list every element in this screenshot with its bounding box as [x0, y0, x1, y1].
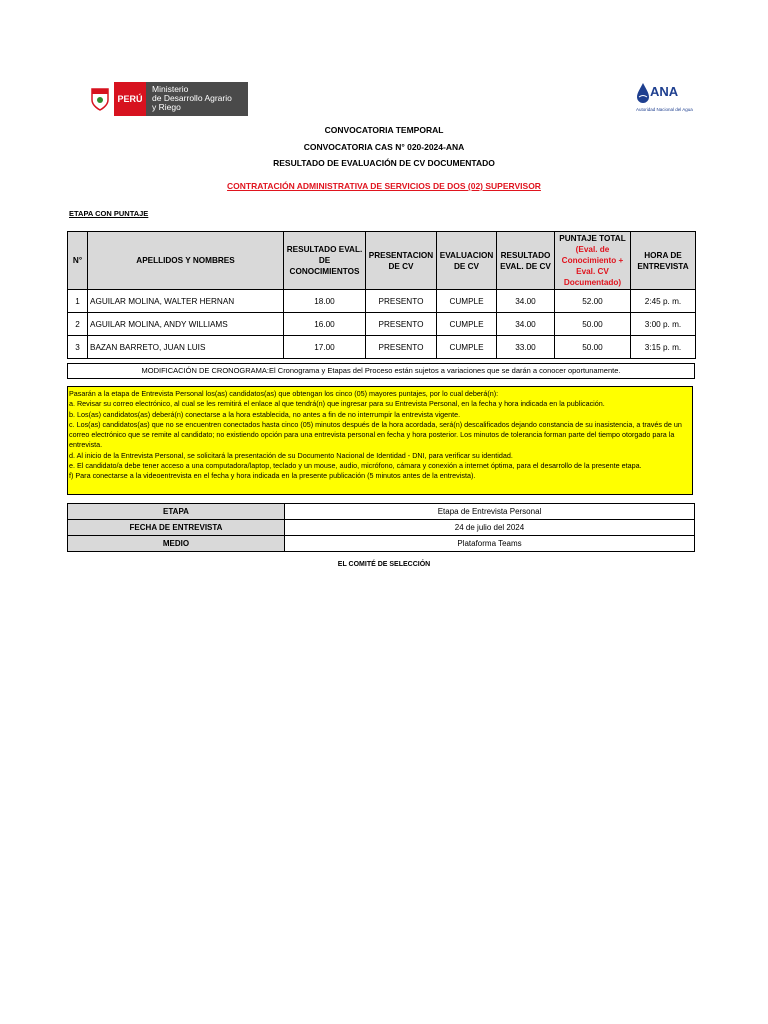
cell-puntaje-total: 52.00	[555, 290, 631, 313]
info-row-medio	[68, 536, 695, 552]
cell-resultado-cv: 34.00	[497, 290, 555, 313]
cell-evaluacion: CUMPLE	[437, 336, 497, 359]
ministry-line: y Riego	[152, 102, 181, 112]
header-subtitle: CONTRATACIÓN ADMINISTRATIVA DE SERVICIOS DE DOS (02) SUPERVISOR	[227, 181, 541, 191]
ana-subtitle: Autoridad Nacional del Agua	[636, 107, 693, 112]
instruction-line: a. Revisar su correo electrónico, al cual se les remitirá el enlace al que tendrá(n) que ingresar para su Entrevista Personal, en la fecha y hora indicada en la publicación.	[69, 399, 605, 409]
cell-puntaje-total: 50.00	[555, 313, 631, 336]
ana-label: ANA	[650, 84, 679, 99]
schedule-modification-note: MODIFICACIÓN DE CRONOGRAMA:El Cronograma y Etapas del Proceso están sujetos a variaciones que se darán a conocer oportunamente.	[67, 363, 695, 379]
ana-logo	[636, 82, 692, 116]
ministry-logo	[86, 82, 248, 116]
cell-resultado-cv: 34.00	[497, 313, 555, 336]
etapa-value: Etapa de Entrevista Personal	[285, 504, 695, 520]
instruction-line: b. Los(as) candidatos(as) deberá(n) conectarse a la hora establecida, no antes a fin de no interrumpir la entrevista vigente.	[69, 409, 461, 419]
results-table	[67, 231, 696, 359]
cell-name: AGUILAR MOLINA, WALTER HERNAN	[88, 290, 284, 313]
col-num: N°	[68, 232, 88, 290]
cell-evaluacion: CUMPLE	[437, 290, 497, 313]
table-row	[68, 290, 696, 313]
fecha-value: 24 de julio del 2024	[285, 520, 695, 536]
ministry-name	[146, 82, 248, 116]
medio-value: Plataforma Teams	[285, 536, 695, 552]
ana-drop-icon	[636, 82, 650, 104]
instruction-line: Pasarán a la etapa de Entrevista Personal los(as) candidatos(as) que obtengan los cinco (05) mayores puntajes, por lo cual deberá(n):	[69, 389, 499, 398]
instruction-line: c. Los(as) candidatos(as) que no se encuentren conectados hasta cinco (05) minutos después de la hora acordada, será(n) descalificados dejando constancia de su inasistencia, a través de un correo electrónico que se remite al candidato; no existiendo opción para una entrevista personal en fecha y hora posterior. Los minutos de tolerancia forman parte del tiempo otorgado para la entrevista.	[69, 419, 682, 450]
table-header-row	[68, 232, 696, 290]
cell-presentacion: PRESENTO	[366, 336, 437, 359]
instructions-box	[67, 386, 693, 495]
cell-presentacion: PRESENTO	[366, 290, 437, 313]
committee-signature: EL COMITÉ DE SELECCIÓN	[337, 561, 431, 568]
ministry-line: Ministerio	[152, 84, 189, 94]
col-hora: HORA DE ENTREVISTA	[631, 232, 696, 290]
col-evaluacion: EVALUACION DE CV	[437, 232, 497, 290]
interview-info-table	[67, 503, 695, 552]
cell-puntaje-total: 50.00	[555, 336, 631, 359]
table-row	[68, 336, 696, 359]
info-row-fecha	[68, 520, 695, 536]
col-puntaje-total-title: PUNTAJE TOTAL	[559, 234, 626, 243]
cell-name: BAZAN BARRETO, JUAN LUIS	[88, 336, 284, 359]
cell-name: AGUILAR MOLINA, ANDY WILLIAMS	[88, 313, 284, 336]
etapa-label: ETAPA	[68, 504, 285, 520]
cell-hora: 2:45 p. m.	[631, 290, 696, 313]
header-line-2: CONVOCATORIA CAS N° 020-2024-ANA	[303, 142, 465, 152]
cell-conocimientos: 17.00	[284, 336, 366, 359]
table-row	[68, 313, 696, 336]
ministry-line: de Desarrollo Agrario	[152, 93, 232, 103]
col-puntaje-total	[555, 232, 631, 290]
col-presentacion: PRESENTACION DE CV	[366, 232, 437, 290]
info-row-etapa	[68, 504, 695, 520]
col-resultado-cv: RESULTADO EVAL. DE CV	[497, 232, 555, 290]
header-line-3: RESULTADO DE EVALUACIÓN DE CV DOCUMENTADO	[273, 158, 495, 168]
cell-num: 2	[68, 313, 88, 336]
medio-label: MEDIO	[68, 536, 285, 552]
cell-presentacion: PRESENTO	[366, 313, 437, 336]
peru-label: PERÚ	[114, 82, 146, 116]
header-line-1: CONVOCATORIA TEMPORAL	[324, 125, 444, 135]
col-puntaje-total-note: (Eval. de Conocimiento + Eval. CV Documentado)	[561, 245, 624, 287]
cell-hora: 3:15 p. m.	[631, 336, 696, 359]
instruction-line: e. El candidato/a debe tener acceso a una computadora/laptop, teclado y un mouse, audio, micrófono, cámara y conexión a internet óptima, para el desarrollo de la presente etapa.	[69, 461, 642, 471]
section-label: ETAPA CON PUNTAJE	[69, 209, 149, 218]
col-name: APELLIDOS Y NOMBRES	[88, 232, 284, 290]
fecha-label: FECHA DE ENTREVISTA	[68, 520, 285, 536]
peru-shield-icon	[86, 82, 114, 116]
cell-resultado-cv: 33.00	[497, 336, 555, 359]
cell-conocimientos: 18.00	[284, 290, 366, 313]
cell-num: 3	[68, 336, 88, 359]
instruction-line: d. Al inicio de la Entrevista Personal, se solicitará la presentación de su Documento Nacional de Identidad - DNI, para verificar su identidad.	[69, 450, 513, 460]
cell-evaluacion: CUMPLE	[437, 313, 497, 336]
col-conocimientos: RESULTADO EVAL. DE CONOCIMIENTOS	[284, 232, 366, 290]
instruction-line: f) Para conectarse a la videoentrevista en el fecha y hora indicada en la presente publicación (5 minutos antes de la entrevista).	[69, 471, 476, 481]
cell-hora: 3:00 p. m.	[631, 313, 696, 336]
cell-num: 1	[68, 290, 88, 313]
cell-conocimientos: 16.00	[284, 313, 366, 336]
